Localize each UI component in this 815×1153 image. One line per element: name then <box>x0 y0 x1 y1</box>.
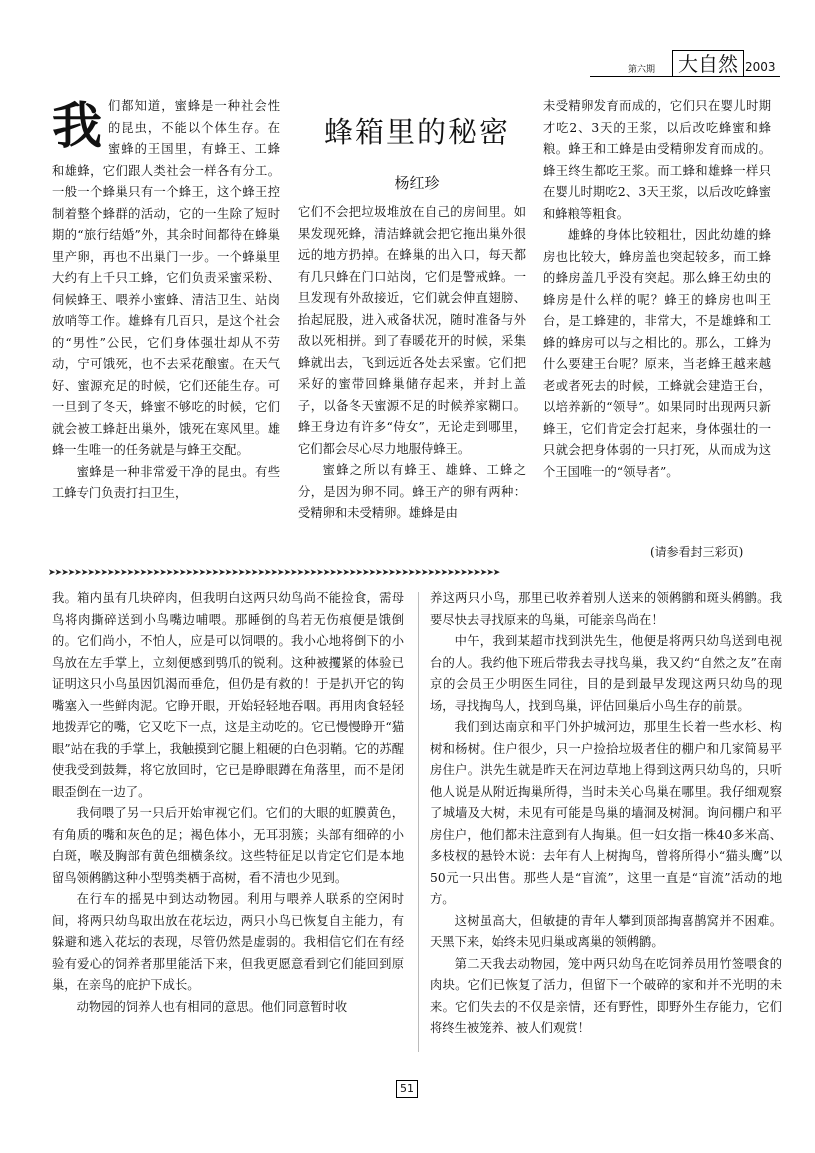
column-2 <box>298 202 526 525</box>
column-1 <box>52 96 280 505</box>
paragraph: 动物园的饲养人也有相同的意思。他们同意暂时收 <box>76 999 348 1014</box>
paragraph: 我们到达南京和平门外护城河边，那里生长着一些水杉、构树和杨树。住户很少，只一户捡拾垃圾者住的棚户和几家简易平房住户。洪先生就是昨天在河边草地上得到这两只幼鸟的，只听他人说是从附近掏巢所得，当时未关心鸟巢在哪里。我仔细观察了城墙及大树，未见有可能是鸟巢的墙洞及树洞。询问棚户和平房住户，他们都未注意到有人掏巢。但一妇女指一株40多米高、多枝杈的悬铃木说：去年有人上树掏鸟，曾将所得小“猫头鹰”以50元一只出售。那些人是“盲流”，这里一直是“盲流”活动的地方。 <box>430 720 782 906</box>
paragraph: 中午，我到某超市找到洪先生，他便是将两只幼鸟送到电视台的人。我约他下班后带我去寻找鸟巢，我又约“自然之友”在南京的会员王少明医生同往，目的是到最早发现这两只幼鸟的现场，寻找掏鸟人，找到鸟巢，评估回巢后小鸟生存的前景。 <box>430 634 782 713</box>
drop-cap: 我 <box>52 97 102 155</box>
year-label: 2003 <box>745 60 776 74</box>
paragraph: 们都知道，蜜蜂是一种社会性的昆虫，不能以个体生存。在蜜蜂的王国里，有蜂王、工蜂和雄蜂，它们跟人类社会一样各有分工。一般一个蜂巢只有一个蜂王，这个蜂王控制着整个蜂群的活动，它的一生除了短时期的“旅行结婚”外，其余时间都待在蜂巢里产卵，再也不出巢门一步。一个蜂巢里大约有上千只工蜂，它们负责采蜜采粉、伺候蜂王、喂养小蜜蜂、清洁卫生、站岗放哨等工作。雄蜂有几百只，是这个社会的“男性”公民，它们身体强壮却从不劳动，宁可饿死，也不去采花酿蜜。在天气好、蜜源充足的时候，它们还能生存。可一旦到了冬天，蜂蜜不够吃的时候，它们就会被工蜂赶出巢外，饿死在寒风里。雄蜂一生唯一的任务就是与蜂王交配。 <box>52 99 280 457</box>
lower-right-column <box>430 588 782 1040</box>
article-title: 蜂箱里的秘密 <box>323 115 510 149</box>
header-rule <box>590 76 780 77</box>
paragraph: 这树虽高大，但敏捷的青年人攀到顶部掏喜鹊窝并不困难。天黑下来，始终未见归巢或离巢的领鸺鹠。 <box>430 913 782 949</box>
paragraph: 它们不会把垃圾堆放在自己的房间里。如果发现死蜂，清洁蜂就会把它拖出巢外很远的地方扔掉。在蜂巢的出入口，每天都有几只蜂在门口站岗，它们是警戒蜂。一旦发现有外敌接近，它们就会伸直翅膀、抬起屁股，进入戒备状况，随时准备与外敌以死相拼。到了春暖花开的时候，采集蜂就出去，飞到远近各处去采蜜。它们把采好的蜜带回蜂巢储存起来，并封上盖子，以备冬天蜜源不足的时候养家糊口。蜂王身边有许多“侍女”，无论走到哪里，它们都会尽心尽力地服侍蜂王。 <box>298 205 526 456</box>
paragraph: 雄蜂的身体比较粗壮，因此幼雄的蜂房也比较大，蜂房盖也突起较多，而工蜂的蜂房盖几乎没有突起。那么蜂王幼虫的蜂房是什么样的呢？蜂王的蜂房也叫王台，是工蜂建的，非常大，不是雄蜂和工蜂的蜂房可以与之相比的。那么，工蜂为什么要建王台呢？原来，当老蜂王越来越老或者死去的时候，工蜂就会建造王台，以培养新的“领导”。如果同时出现两只新蜂王，它们肯定会打起来，身体强壮的一只就会把身体弱的一只打死，从而成为这个王国唯一的“领导者”。 <box>543 228 771 479</box>
issue-label: 第六期 <box>628 65 656 75</box>
paragraph: 养这两只小鸟，那里已收养着别人送来的领鸺鹠和斑头鸺鹠。我要尽快去寻找原来的鸟巢，可能亲鸟尚在！ <box>430 591 782 627</box>
page-header <box>590 50 780 78</box>
article-author: 杨红珍 <box>394 174 440 192</box>
column-3 <box>543 96 771 483</box>
page-number: 51 <box>396 1080 418 1098</box>
column-divider <box>418 592 419 1052</box>
paragraph: 我。箱内虽有几块碎肉，但我明白这两只幼鸟尚不能捡食，需母鸟将肉撕碎送到小鸟嘴边哺喂。那睡倒的鸟若无伤痕便是饿倒的。它们尚小，不怕人，应是可以饲喂的。我小心地将倒下的小鸟放在左手掌上，立刻便感到鸮爪的锐利。这种被攫紧的体验已证明这只小鸟虽因饥渴而垂危，但仍是有救的！于是扒开它的钩嘴塞入一些鲜肉泥。它睁开眼，开始轻轻地吞咽。再用肉食轻轻地拨弄它的嘴，它又吃下一点，这是主动吃的。它已慢慢睁开“猫眼”站在我的手掌上，我触摸到它腿上粗硬的白色羽鞘。它的苏醒使我受到鼓舞，将它放回时，它已是睁眼蹲在角落里，而不是闭眼歪倒在一边了。 <box>52 591 404 799</box>
lower-left-column <box>52 588 404 1018</box>
paragraph: 在行车的摇晃中到达动物园。利用与喂养人联系的空闲时间，将两只幼鸟取出放在花坛边，两只小鸟已恢复自主能力，有躲避和逃入花坛的表现，尽管仍然是虚弱的。我相信它们在有经验有爱心的饲养者那里能活下来，但我更愿意看到它们能回到原巢，在亲鸟的庇护下成长。 <box>52 892 404 992</box>
paragraph: 我伺喂了另一只后开始审视它们。它们的大眼的虹膜黄色，有角质的嘴和灰色的足；褐色体小，无耳羽簇；头部有细碎的小白斑，喉及胸部有黄色细横条纹。这些特征足以肯定它们是本地留鸟领鸺鹠这种小型鸮类栖于高树，看不清也少见到。 <box>52 806 404 885</box>
section-divider: ➤➤➤➤➤➤➤➤➤➤➤➤➤➤➤➤➤➤➤➤➤➤➤➤➤➤➤➤➤➤➤➤➤➤➤➤➤➤➤➤➤➤➤➤➤➤➤➤➤➤➤➤➤➤➤➤➤➤➤➤➤➤➤➤➤➤➤➤➤ <box>48 568 500 578</box>
paragraph: 未受精卵发育而成的，它们只在婴儿时期才吃2、3天的王浆，以后改吃蜂蜜和蜂粮。蜂王和工蜂是由受精卵发育而成的。蜂王终生都吃王浆。而工蜂和雄蜂一样只在婴儿时期吃2、3天王浆，以后改吃蜂蜜和蜂粮等粗食。 <box>543 99 771 221</box>
magazine-name: 大自然 <box>672 50 744 77</box>
paragraph: 蜜蜂之所以有蜂王、雄蜂、工蜂之分，是因为卵不同。蜂王产的卵有两种：受精卵和未受精卵。雄蜂是由 <box>298 463 526 520</box>
paragraph: 第二天我去动物园，笼中两只幼鸟在吃饲养员用竹签喂食的肉块。它们已恢复了活力，但留下一个破碎的家和并不光明的未来。它们失去的不仅是亲情，还有野性，即野外生存能力，它们将终生被笼养、被人们观赏！ <box>430 956 782 1035</box>
paragraph: 蜜蜂是一种非常爱干净的昆虫。有些工蜂专门负责打扫卫生， <box>52 464 280 500</box>
see-cover-note: (请参看封三彩页) <box>650 545 744 559</box>
